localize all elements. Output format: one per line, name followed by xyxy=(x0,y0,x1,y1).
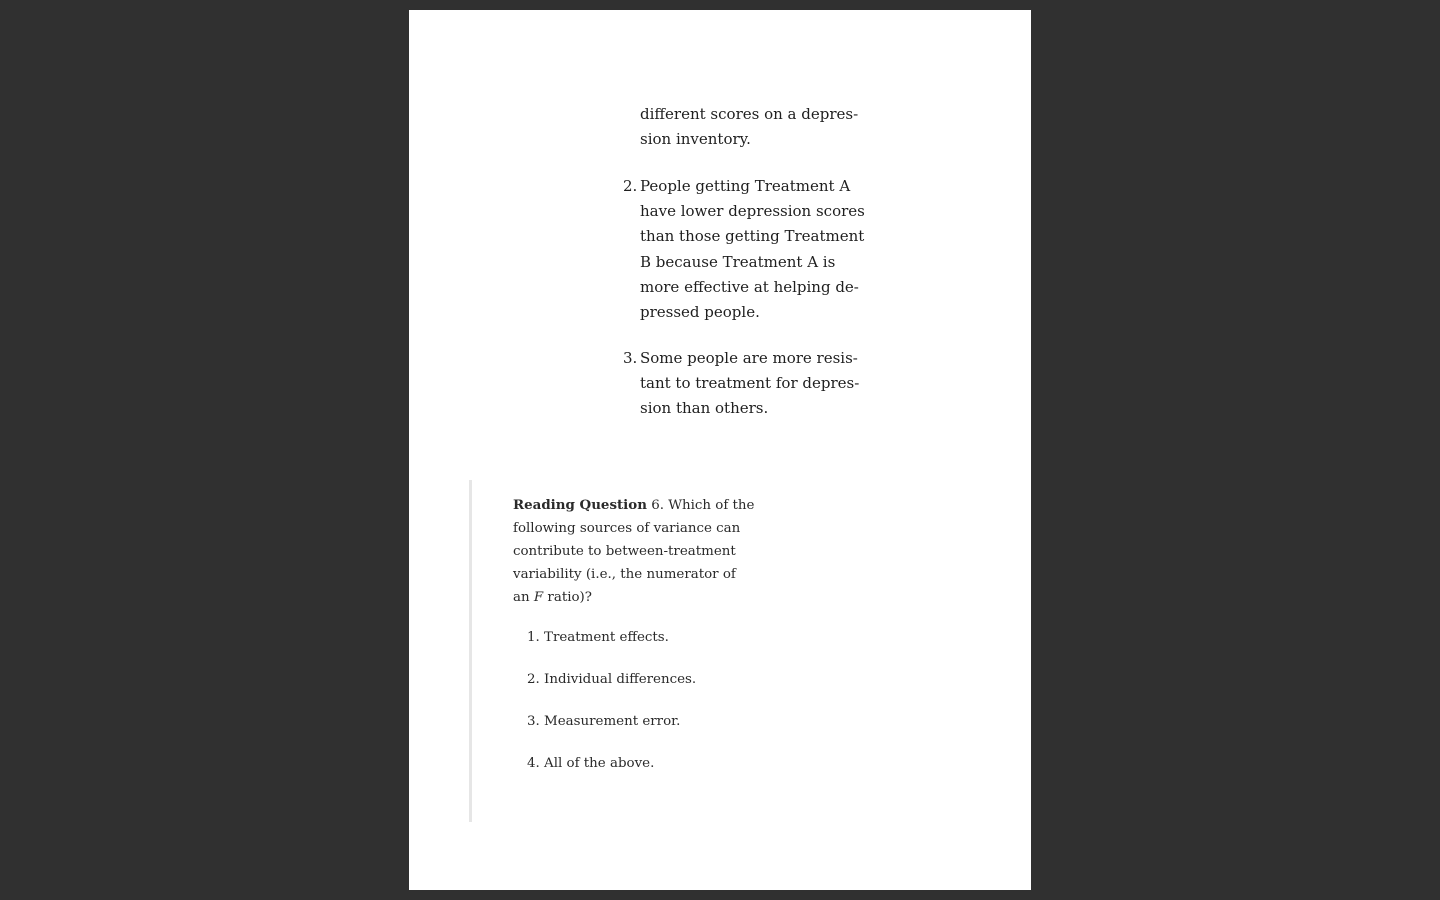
question-text: 6. Which of the xyxy=(646,498,755,513)
question-text: an xyxy=(513,590,534,605)
question-line: contribute to between-treatment xyxy=(513,544,736,559)
question-line xyxy=(513,494,763,517)
item-line: sion inventory. xyxy=(640,130,751,149)
question-line: variability (i.e., the numerator of xyxy=(513,567,736,582)
item-line: People getting Treatment A xyxy=(640,177,851,195)
list-item-continued xyxy=(640,102,859,152)
item-line: different scores on a depres- xyxy=(640,105,859,123)
list-item-2 xyxy=(623,174,865,325)
list-item-3 xyxy=(623,346,860,422)
item-line: than those getting Treatment xyxy=(640,227,865,246)
ebook-page xyxy=(409,10,1031,890)
question-line: following sources of variance can xyxy=(513,521,741,536)
question-text: ratio)? xyxy=(543,590,592,605)
item-number: 2. xyxy=(623,177,638,195)
question-option-4: 4. All of the above. xyxy=(527,756,655,771)
item-line: B because Treatment A is xyxy=(640,252,836,271)
question-option-1: 1. Treatment effects. xyxy=(527,630,669,645)
reading-question-label: Reading Question xyxy=(513,497,647,513)
item-line: have lower depression scores xyxy=(640,202,865,221)
item-number: 3. xyxy=(623,349,638,367)
question-line xyxy=(513,586,763,609)
item-line: pressed people. xyxy=(640,303,760,322)
f-symbol: F xyxy=(533,590,544,605)
item-line: tant to treatment for depres- xyxy=(640,374,860,393)
item-line: Some people are more resis- xyxy=(640,349,858,367)
question-option-2: 2. Individual differences. xyxy=(527,672,697,687)
question-option-3: 3. Measurement error. xyxy=(527,714,681,729)
item-line: sion than others. xyxy=(640,399,769,418)
item-line: more effective at helping de- xyxy=(640,277,859,296)
reading-question-block xyxy=(469,480,772,822)
reading-question-text xyxy=(513,494,763,609)
